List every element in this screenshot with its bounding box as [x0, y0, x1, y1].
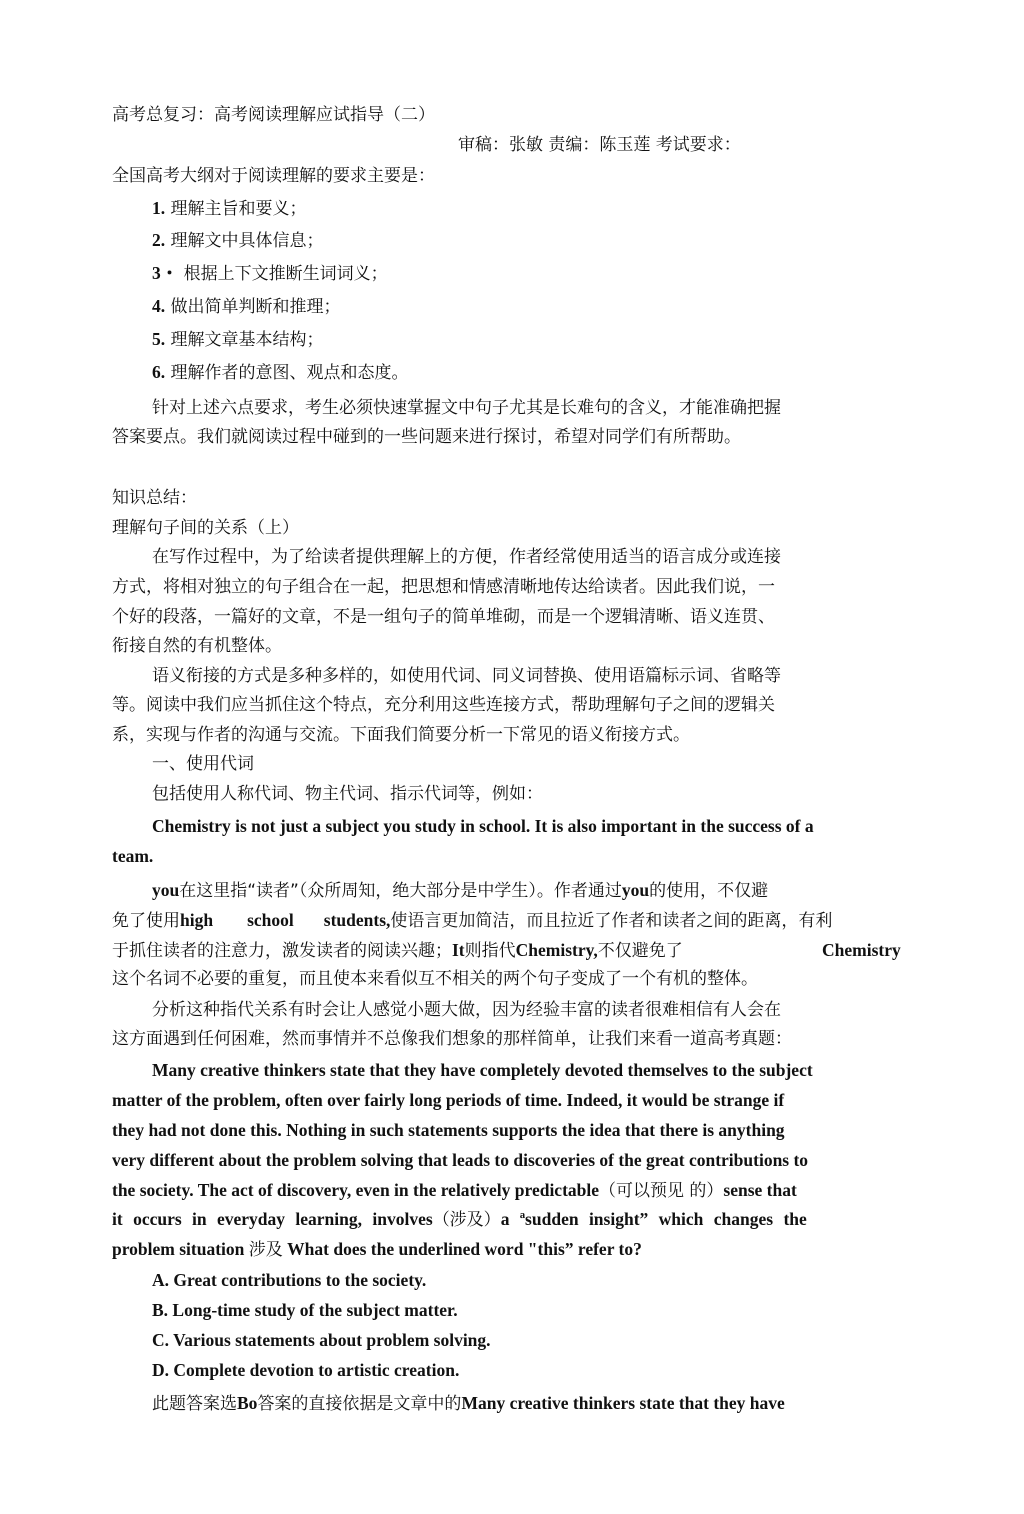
option-a: A. Great contributions to the society. [152, 1270, 427, 1290]
explanation-line: 这个名词不必要的重复，而且使本来看似互不相关的两个句子变成了一个有机的整体。 [112, 969, 758, 989]
intro-line: 全国高考大纲对于阅读理解的要求主要是： [112, 166, 435, 186]
cohesion-paragraph-line: 等。阅读中我们应当抓住这个特点，充分利用这些连接方式，帮助理解句子之间的逻辑关 [112, 695, 775, 715]
passage-line: it occurs in everyday learning, involves（涉及）a ªsudden insight” which changes the [112, 1209, 807, 1230]
example-sentence-line: Chemistry is not just a subject you study in school. It is also important in the success of a [152, 816, 814, 836]
explanation-word: Chemistry [822, 940, 901, 960]
writing-paragraph-line: 方式，将相对独立的句子组合在一起，把思想和情感清晰地传达给读者。因此我们说，一 [112, 577, 775, 597]
document-title: 高考总复习：高考阅读理解应试指导（二） [112, 105, 435, 125]
requirement-item: 3・ 根据上下文推断生词词义； [152, 263, 388, 284]
passage-line: matter of the problem, often over fairly long periods of time. Indeed, it would be strange if [112, 1090, 785, 1110]
option-d: D. Complete devotion to artistic creation. [152, 1360, 460, 1380]
passage-line: problem situation 涉及 What does the underlined word "this” refer to? [112, 1239, 642, 1260]
explanation-line: 免了使用high school students,使语言更加简洁，而且拉近了作者和读者之间的距离，有利 [112, 910, 833, 931]
passage-line: they had not done this. Nothing in such statements supports the idea that there is anything [112, 1120, 785, 1140]
analysis-paragraph-line: 分析这种指代关系有时会让人感觉小题大做，因为经验丰富的读者很难相信有人会在 [152, 1000, 781, 1020]
editors-line: 审稿：张敏 责编：陈玉莲 考试要求： [458, 135, 741, 155]
cohesion-paragraph-line: 系，实现与作者的沟通与交流。下面我们简要分析一下常见的语义衔接方式。 [112, 725, 690, 745]
analysis-paragraph-line: 这方面遇到任何困难，然而事情并不总像我们想象的那样简单，让我们来看一道高考真题： [112, 1029, 792, 1049]
cohesion-paragraph-line: 语义衔接的方式是多种多样的，如使用代词、同义词替换、使用语篇标示词、省略等 [152, 666, 781, 686]
item-one-heading: 一、使用代词 [152, 754, 254, 774]
goal-paragraph-line: 针对上述六点要求，考生必须快速掌握文中句子尤其是长难句的含义，才能准确把握 [152, 398, 781, 418]
explanation-line: 于抓住读者的注意力，激发读者的阅读兴趣；It则指代Chemistry,不仅避免了 [112, 940, 683, 961]
writing-paragraph-line: 在写作过程中，为了给读者提供理解上的方便，作者经常使用适当的语言成分或连接 [152, 547, 781, 567]
writing-paragraph-line: 个好的段落，一篇好的文章，不是一组句子的简单堆砌，而是一个逻辑清晰、语义连贯、 [112, 607, 775, 627]
requirement-item: 6. 理解作者的意图、观点和态度。 [152, 362, 409, 383]
requirement-item: 1. 理解主旨和要义； [152, 198, 307, 219]
goal-paragraph-line: 答案要点。我们就阅读过程中碰到的一些问题来进行探讨，希望对同学们有所帮助。 [112, 427, 741, 447]
section-heading: 知识总结： [112, 488, 197, 508]
item-one-description: 包括使用人称代词、物主代词、指示代词等，例如： [152, 784, 543, 804]
requirement-item: 4. 做出简单判断和推理； [152, 296, 341, 317]
requirement-item: 5. 理解文章基本结构； [152, 329, 324, 350]
explanation-line: you在这里指“读者”（众所周知，绝大部分是中学生）。作者通过you的使用，不仅避 [152, 880, 769, 901]
option-b: B. Long-time study of the subject matter. [152, 1300, 458, 1320]
passage-line: Many creative thinkers state that they have completely devoted themselves to the subject [152, 1060, 813, 1080]
sub-heading: 理解句子间的关系（上） [112, 518, 299, 538]
writing-paragraph-line: 衔接自然的有机整体。 [112, 636, 282, 656]
example-sentence-line: team. [112, 846, 154, 866]
option-c: C. Various statements about problem solving. [152, 1330, 491, 1350]
passage-line: very different about the problem solving that leads to discoveries of the great contributions to [112, 1150, 809, 1170]
passage-line: the society. The act of discovery, even in the relatively predictable（可以预见 的）sense that [112, 1180, 797, 1201]
requirement-item: 2. 理解文中具体信息； [152, 230, 324, 251]
answer-line: 此题答案选Bo答案的直接依据是文章中的Many creative thinkers state that they have [152, 1393, 785, 1414]
